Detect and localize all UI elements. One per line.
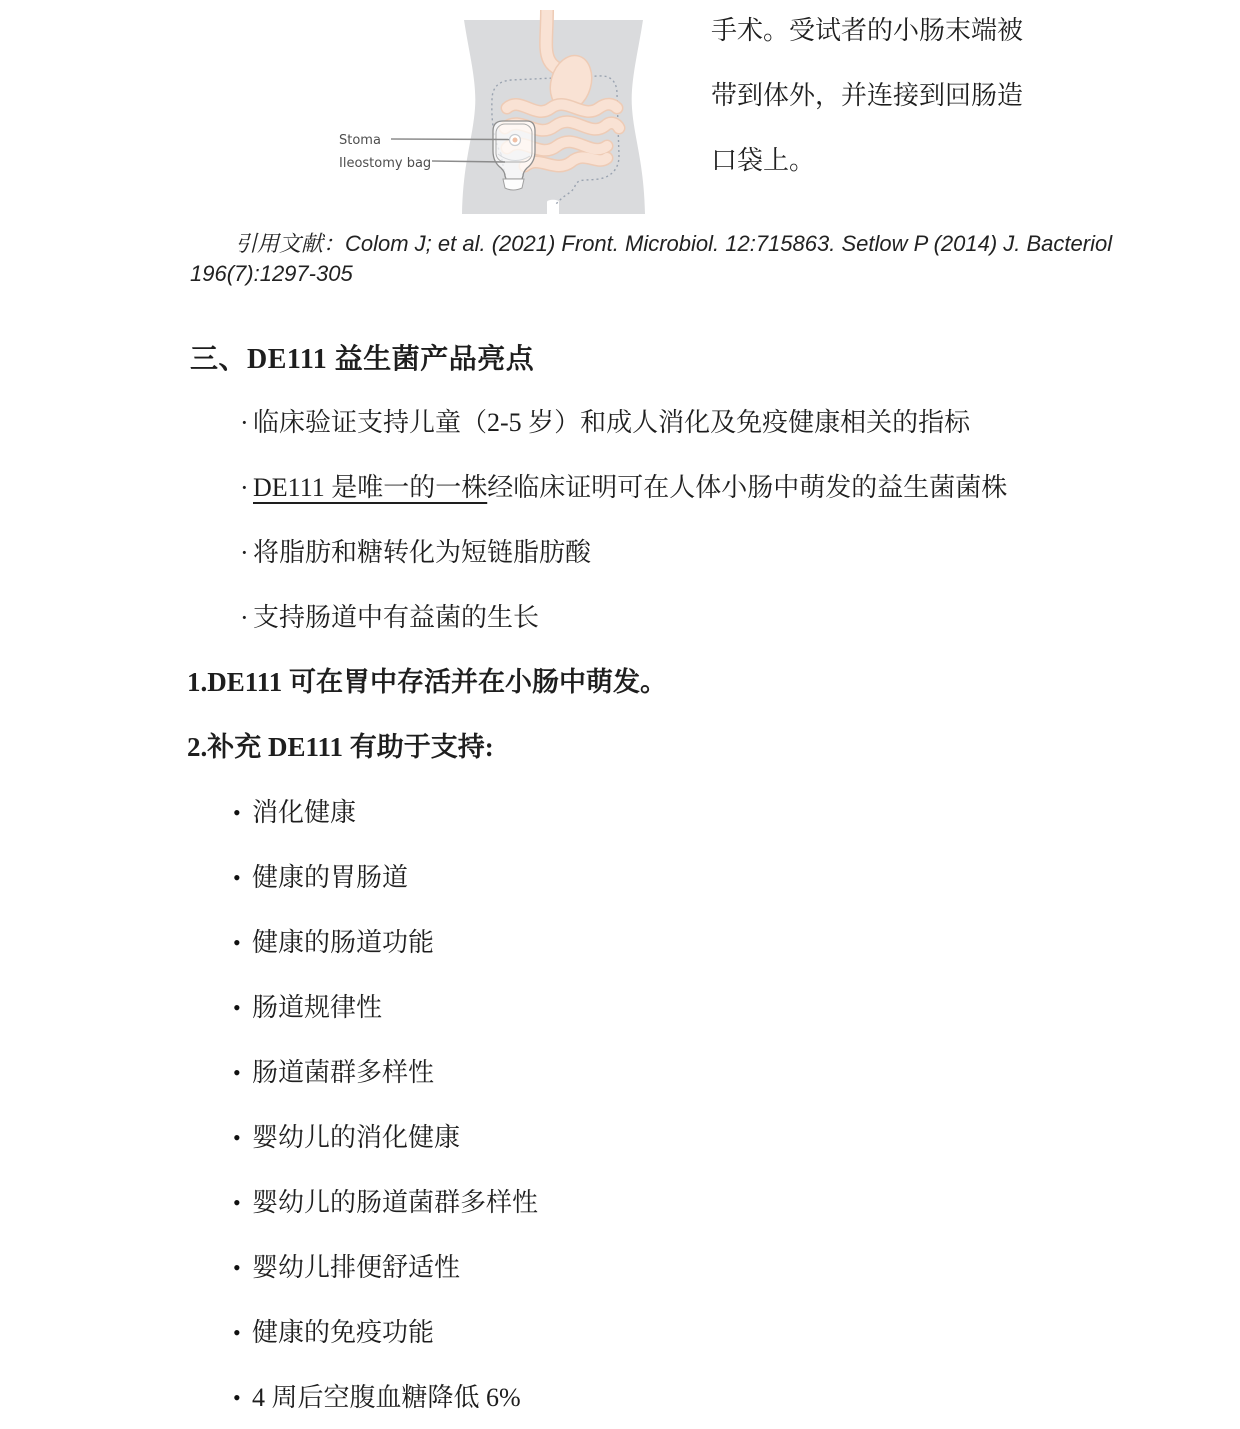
highlight-text: 经临床证明可在人体小肠中萌发的益生菌菌株 xyxy=(487,473,1008,502)
bullet-marker-icon: • xyxy=(233,1320,241,1345)
list-item xyxy=(233,1365,538,1429)
highlight-item xyxy=(240,390,1007,455)
bullet-marker-icon: • xyxy=(233,930,241,955)
bullet-marker-icon: • xyxy=(233,1060,241,1085)
highlight-underlined-text: DE111 是唯一的一株 xyxy=(253,473,488,502)
bullet-marker-icon: • xyxy=(233,865,241,890)
benefit-text: 肠道规律性 xyxy=(252,993,383,1022)
list-item xyxy=(233,1105,538,1170)
highlight-text: 临床验证支持儿童（2-5 岁）和成人消化及免疫健康相关的指标 xyxy=(253,408,971,437)
highlight-list xyxy=(240,390,1007,650)
highlight-item xyxy=(240,585,1007,650)
numbered-line-2: 2.补充 DE111 有助于支持: xyxy=(187,732,494,762)
bullet-marker-icon: • xyxy=(233,995,241,1020)
stoma-leader-line xyxy=(391,139,509,140)
intro-paragraph xyxy=(711,0,1071,193)
stoma-dot xyxy=(513,138,518,143)
highlight-item xyxy=(240,455,1007,520)
list-item xyxy=(233,845,538,910)
bullet-marker-icon: · xyxy=(240,408,249,437)
list-item xyxy=(233,1040,538,1105)
benefit-text: 4 周后空腹血糖降低 6% xyxy=(252,1383,521,1412)
bullet-marker-icon: • xyxy=(233,1255,241,1280)
ileostomy-bag-label: Ileostomy bag xyxy=(339,156,432,171)
numbered-line-1: 1.DE111 可在胃中存活并在小肠中萌发。 xyxy=(187,667,668,697)
bullet-marker-icon: • xyxy=(233,800,241,825)
intro-line: 带到体外，并连接到回肠造 xyxy=(711,81,1024,110)
bag-cuff xyxy=(503,179,524,190)
benefit-text: 婴幼儿排便舒适性 xyxy=(252,1253,461,1282)
bullet-marker-icon: · xyxy=(240,473,249,502)
citation-line: 196(7):1297-305 xyxy=(190,261,353,286)
list-item xyxy=(233,975,538,1040)
highlight-text: 支持肠道中有益菌的生长 xyxy=(253,603,540,632)
highlight-text: 将脂肪和糖转化为短链脂肪酸 xyxy=(253,538,592,567)
bag-leader-line xyxy=(432,161,505,162)
bullet-marker-icon: • xyxy=(233,1125,241,1150)
benefit-text: 健康的胃肠道 xyxy=(252,863,409,892)
list-item xyxy=(233,1170,538,1235)
bullet-marker-icon: • xyxy=(233,1385,241,1410)
list-item xyxy=(233,780,538,845)
bullet-marker-icon: · xyxy=(240,538,249,567)
ileostomy-diagram xyxy=(335,8,657,215)
list-item xyxy=(233,1300,538,1365)
benefit-text: 健康的免疫功能 xyxy=(252,1318,435,1347)
anatomy-illustration xyxy=(335,8,657,215)
list-item xyxy=(233,1235,538,1300)
benefit-text: 婴幼儿的肠道菌群多样性 xyxy=(252,1188,539,1217)
numbered-statements xyxy=(187,650,667,780)
benefit-text: 肠道菌群多样性 xyxy=(252,1058,435,1087)
benefits-list xyxy=(233,780,538,1429)
section-heading: 三、DE111 益生菌产品亮点 xyxy=(190,344,535,375)
citation xyxy=(190,229,1190,289)
list-item xyxy=(233,910,538,975)
highlight-item xyxy=(240,520,1007,585)
benefit-text: 婴幼儿的消化健康 xyxy=(252,1123,461,1152)
stoma-label: Stoma xyxy=(339,133,381,148)
intro-line: 手术。受试者的小肠末端被 xyxy=(711,16,1024,45)
citation-line: 引用文献：Colom J; et al. (2021) Front. Microbiol. 12:715863. Setlow P (2014) J. Bacteriol xyxy=(235,231,1113,256)
bullet-marker-icon: • xyxy=(233,1190,241,1215)
benefit-text: 消化健康 xyxy=(252,798,357,827)
intro-line: 口袋上。 xyxy=(711,146,816,175)
bullet-marker-icon: · xyxy=(240,603,249,632)
benefit-text: 健康的肠道功能 xyxy=(252,928,435,957)
